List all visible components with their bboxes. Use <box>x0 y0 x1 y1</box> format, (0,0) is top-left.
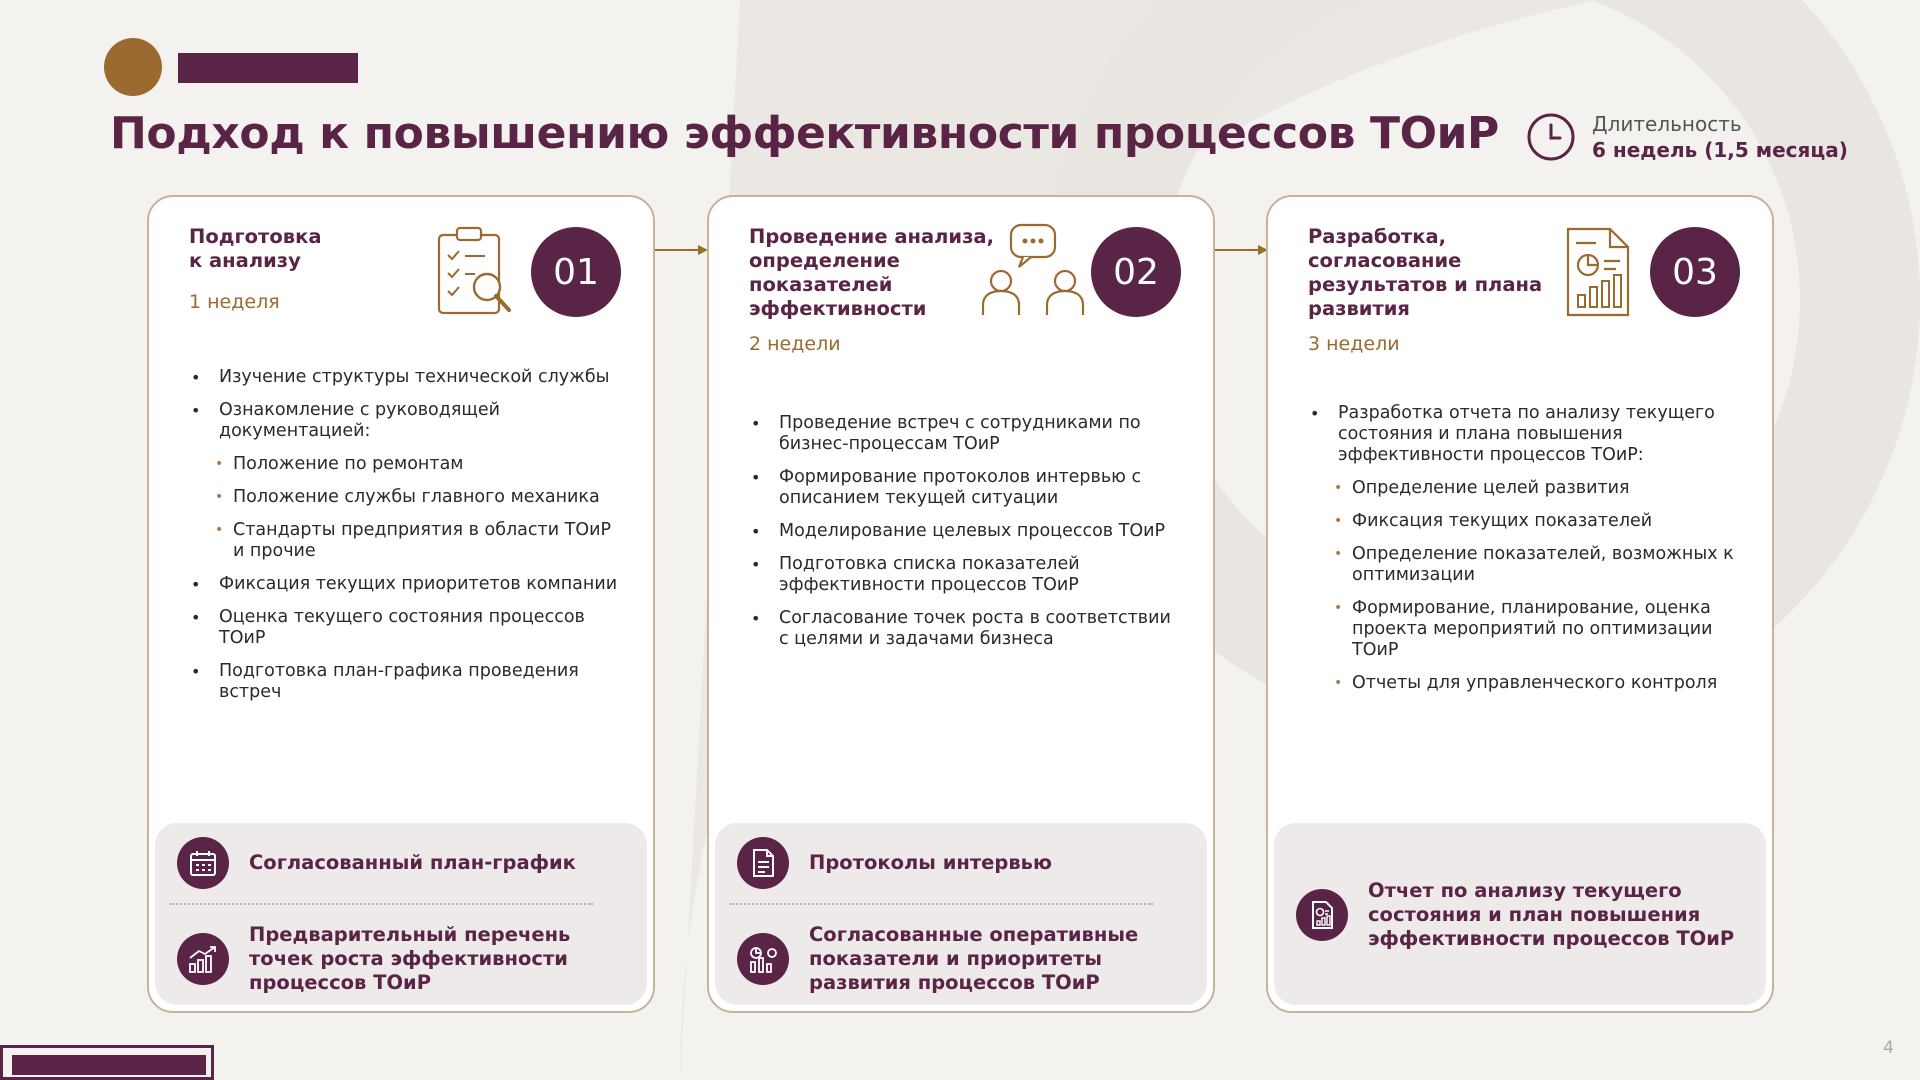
growth-chart-icon <box>177 933 229 985</box>
list-item: • Согласование точек роста в соответствии с целями и задачами бизнеса <box>749 608 1183 650</box>
result-text: Предварительный перечень точек роста эффективности процессов ТОиР <box>249 923 571 994</box>
interview-people-icon <box>979 223 1089 319</box>
footer-logo-box <box>0 1045 214 1080</box>
task-list <box>1308 403 1742 706</box>
list-item: • Проведение встреч с сотрудниками по бизнес-процессам ТОиР <box>749 413 1183 455</box>
list-item: • Оценка текущего состояния процессов ТОиР <box>189 607 623 649</box>
sub-list-item: • Формирование, планирование, оценка проекта мероприятий по оптимизации ТОиР <box>1308 598 1742 661</box>
task-list <box>189 367 623 715</box>
result-item <box>1296 879 1744 951</box>
card-title: Разработка, согласование результатов и плана развития <box>1308 225 1543 320</box>
arrow-2-to-3 <box>1214 244 1270 256</box>
list-item: • Ознакомление с руководящей документацией: <box>189 400 623 442</box>
task-list <box>749 413 1183 662</box>
result-text: Согласованные оперативные показатели и приоритеты развития процессов ТОиР <box>809 923 1139 994</box>
logo-circle <box>104 38 162 96</box>
divider <box>169 903 593 905</box>
result-item <box>177 837 625 889</box>
card-duration: 3 недели <box>1308 333 1400 355</box>
duration-info <box>1526 111 1848 163</box>
stage-card-3 <box>1266 195 1774 1013</box>
duration-value: 6 недель (1,5 месяца) <box>1592 138 1848 162</box>
report-icon <box>1296 889 1348 941</box>
result-item <box>177 923 625 995</box>
arrow-1-to-2 <box>654 244 710 256</box>
sub-list-item: • Стандарты предприятия в области ТОиР и прочие <box>189 520 623 562</box>
divider <box>729 903 1153 905</box>
page-number: 4 <box>1883 1038 1894 1058</box>
stage-number-badge: 03 <box>1650 227 1740 317</box>
duration-label: Длительность <box>1592 112 1742 136</box>
sub-list-item: • Определение целей развития <box>1308 478 1742 499</box>
clock-icon <box>1526 112 1576 162</box>
sub-list-item: • Отчеты для управленческого контроля <box>1308 673 1742 694</box>
sub-list-item: • Фиксация текущих показателей <box>1308 511 1742 532</box>
sub-list-item: • Определение показателей, возможных к оптимизации <box>1308 544 1742 586</box>
document-icon <box>737 837 789 889</box>
stage-number-badge: 01 <box>531 227 621 317</box>
list-item: • Разработка отчета по анализу текущего состояния и плана повышения эффективности процессов ТОиР: <box>1308 403 1742 466</box>
results-panel <box>155 823 647 1005</box>
list-item: • Фиксация текущих приоритетов компании <box>189 574 623 595</box>
calendar-icon <box>177 837 229 889</box>
stage-card-2 <box>707 195 1215 1013</box>
card-duration: 1 неделя <box>189 291 280 313</box>
sub-list-item: • Положение службы главного механика <box>189 487 623 508</box>
result-item <box>737 923 1185 995</box>
results-panel <box>1274 823 1766 1005</box>
checklist-magnifier-icon <box>435 225 515 317</box>
card-title: Подготовка к анализу <box>189 225 322 272</box>
footer-logo-bar <box>12 1055 206 1075</box>
card-title: Проведение анализа, определение показателей эффективности <box>749 225 994 320</box>
result-text: Протоколы интервью <box>809 851 1052 874</box>
kpi-chart-icon <box>737 933 789 985</box>
list-item: • Подготовка план-графика проведения встреч <box>189 661 623 703</box>
list-item: • Подготовка списка показателей эффективности процессов ТОиР <box>749 554 1183 596</box>
stage-number-badge: 02 <box>1091 227 1181 317</box>
sub-list-item: • Положение по ремонтам <box>189 454 623 475</box>
logo-bar <box>178 53 358 83</box>
report-chart-icon <box>1564 225 1634 319</box>
card-duration: 2 недели <box>749 333 841 355</box>
results-panel <box>715 823 1207 1005</box>
list-item: • Моделирование целевых процессов ТОиР <box>749 521 1183 542</box>
result-text: Согласованный план-график <box>249 851 576 874</box>
list-item: • Изучение структуры технической службы <box>189 367 623 388</box>
list-item: • Формирование протоколов интервью с описанием текущей ситуации <box>749 467 1183 509</box>
result-item <box>737 837 1185 889</box>
result-text: Отчет по анализу текущего состояния и план повышения эффективности процессов ТОиР <box>1368 879 1735 950</box>
stage-card-1 <box>147 195 655 1013</box>
page-title: Подход к повышению эффективности процессов ТОиР <box>110 108 1499 159</box>
